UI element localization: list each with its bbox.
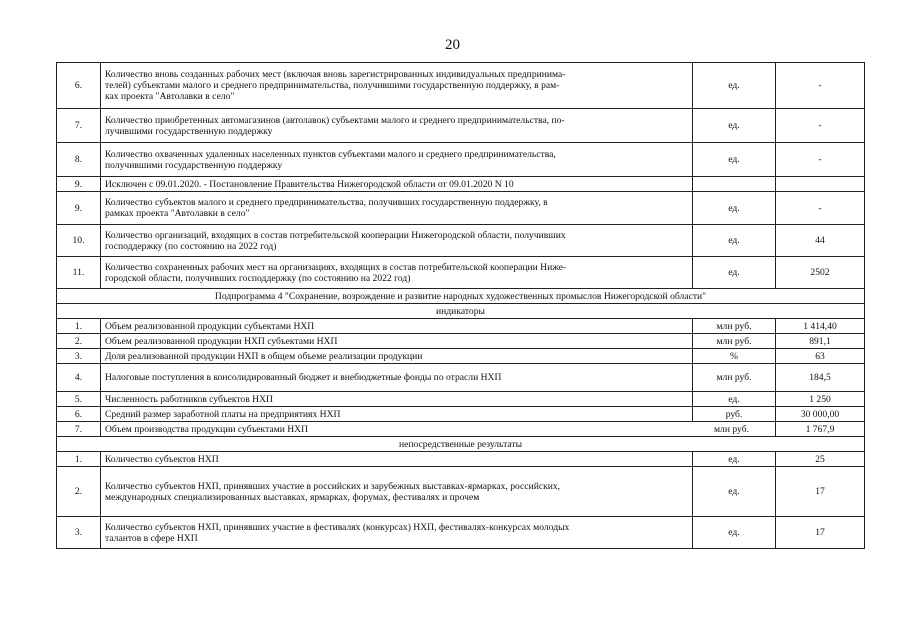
table-row	[57, 349, 865, 364]
row-value: 17	[776, 467, 865, 517]
row-number: 7.	[57, 109, 101, 143]
row-description-text: Объем производства продукции субъектами НХП	[105, 423, 309, 435]
section-header-row	[57, 304, 865, 319]
row-value: 1 250	[776, 392, 865, 407]
row-value: -	[776, 192, 865, 225]
row-number: 3.	[57, 517, 101, 549]
row-number: 1.	[57, 452, 101, 467]
row-value: 1 414,40	[776, 319, 865, 334]
table-row	[57, 334, 865, 349]
row-value: 1 767,9	[776, 422, 865, 437]
row-number: 10.	[57, 225, 101, 257]
row-number: 1.	[57, 319, 101, 334]
table-row	[57, 467, 865, 517]
row-unit: ед.	[693, 143, 776, 177]
row-value: -	[776, 109, 865, 143]
indicators-table	[56, 62, 865, 549]
subprogram-row	[57, 289, 865, 304]
row-description: Объем реализованной продукции субъектами НХП	[101, 319, 693, 334]
table-row	[57, 63, 865, 109]
row-unit: ед.	[693, 467, 776, 517]
table-row	[57, 109, 865, 143]
row-description: Исключен с 09.01.2020. - Постановление Правительства Нижегородской области от 09.01.2020 N 10	[101, 177, 693, 192]
row-unit: руб.	[693, 407, 776, 422]
row-description: Количество вновь созданных рабочих мест (включая вновь зарегистрированных индивидуальных предпринима- телей) субъектами малого и среднего предпринимательства, получившими государственную поддержку, в рам- ках проекта "Автолавки в село"	[101, 63, 693, 109]
table-row	[57, 225, 865, 257]
row-unit: %	[693, 349, 776, 364]
table-row	[57, 392, 865, 407]
row-value: 17	[776, 517, 865, 549]
row-value: 891,1	[776, 334, 865, 349]
row-number: 4.	[57, 364, 101, 392]
row-value: 30 000,00	[776, 407, 865, 422]
row-description: Количество субъектов НХП	[101, 452, 693, 467]
table-row	[57, 517, 865, 549]
indicators-header: индикаторы	[57, 304, 865, 319]
row-number: 2.	[57, 467, 101, 517]
results-header: непосредственные результаты	[57, 437, 865, 452]
row-value: 63	[776, 349, 865, 364]
row-unit: млн руб.	[693, 319, 776, 334]
row-number: 7.	[57, 422, 101, 437]
row-value: 2502	[776, 257, 865, 289]
row-value: 184,5	[776, 364, 865, 392]
row-unit: млн руб.	[693, 334, 776, 349]
row-description: Количество сохраненных рабочих мест на организациях, входящих в состав потребительской кооперации Ниже- городской области, получивших господдержку (по состоянию на 2022 год)	[101, 257, 693, 289]
row-description: Количество организаций, входящих в состав потребительской кооперации Нижегородской области, получивших господдержку (по состоянию на 2022 год)	[101, 225, 693, 257]
row-description: Налоговые поступления в консолидированный бюджет и внебюджетные фонды по отрасли НХП	[101, 364, 693, 392]
row-unit: ед.	[693, 392, 776, 407]
row-description: Количество субъектов НХП, принявших участие в российских и зарубежных выставках-ярмарках, российских, международных специализированных выставках, ярмарках, форумах, фестивалях и прочем	[101, 467, 693, 517]
row-description	[101, 422, 776, 437]
row-description: Количество приобретенных автомагазинов (автолавок) субъектами малого и среднего предпринимательства, по- лучившими государственную поддержку	[101, 109, 693, 143]
table-row	[57, 192, 865, 225]
row-description: Количество субъектов малого и среднего предпринимательства, получивших государственную поддержку, в рамках проекта "Автолавки в село"	[101, 192, 693, 225]
subprogram-title: Подпрограмма 4 "Сохранение, возрождение и развитие народных художественных промыслов Нижегородской области"	[57, 289, 865, 304]
row-unit: ед.	[693, 225, 776, 257]
row-unit: ед.	[693, 109, 776, 143]
row-number: 9.	[57, 177, 101, 192]
row-description: Численность работников субъектов НХП	[101, 392, 693, 407]
table-row	[57, 143, 865, 177]
row-number: 6.	[57, 407, 101, 422]
row-value	[776, 177, 865, 192]
row-description: Доля реализованной продукции НХП в общем объеме реализации продукции	[101, 349, 693, 364]
row-value: -	[776, 143, 865, 177]
row-value: 25	[776, 452, 865, 467]
row-value: 44	[776, 225, 865, 257]
row-unit: ед.	[693, 517, 776, 549]
row-description: Объем реализованной продукции НХП субъектами НХП	[101, 334, 693, 349]
row-number: 3.	[57, 349, 101, 364]
page-number: 20	[445, 37, 460, 53]
row-number: 9.	[57, 192, 101, 225]
table-row	[57, 452, 865, 467]
row-description: Средний размер заработной платы на предприятиях НХП	[101, 407, 693, 422]
table-row	[57, 407, 865, 422]
table-row	[57, 422, 865, 437]
section-header-row	[57, 437, 865, 452]
row-unit: ед.	[693, 192, 776, 225]
row-description: Количество субъектов НХП, принявших участие в фестивалях (конкурсах) НХП, фестивалях-конкурсах молодых талантов в сфере НХП	[101, 517, 693, 549]
row-value: -	[776, 63, 865, 109]
row-number: 11.	[57, 257, 101, 289]
row-number: 6.	[57, 63, 101, 109]
table-row	[57, 319, 865, 334]
row-unit: млн руб.	[713, 423, 749, 435]
row-unit: ед.	[693, 63, 776, 109]
row-description: Количество охваченных удаленных населенных пунктов субъектами малого и среднего предпринимательства, получившими государственную поддержку	[101, 143, 693, 177]
table-row	[57, 177, 865, 192]
row-number: 8.	[57, 143, 101, 177]
row-number: 2.	[57, 334, 101, 349]
row-unit: млн руб.	[693, 364, 776, 392]
row-unit	[693, 177, 776, 192]
row-unit: ед.	[693, 257, 776, 289]
table-row	[57, 257, 865, 289]
table-row	[57, 364, 865, 392]
row-number: 5.	[57, 392, 101, 407]
row-unit: ед.	[693, 452, 776, 467]
